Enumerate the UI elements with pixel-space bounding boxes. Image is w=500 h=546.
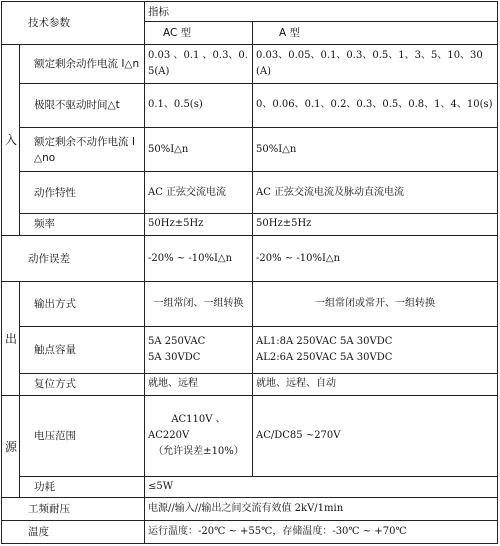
param-name: 动作误差 — [2, 235, 145, 282]
param-name: 动作特性 — [20, 172, 145, 213]
param-name: 工频耐压 — [2, 498, 145, 520]
a-value: 50%I△n — [253, 127, 498, 171]
group-power-label: 源 — [2, 395, 20, 498]
a-value: AC/DC85 ~270V — [253, 395, 498, 477]
header-row — [2, 2, 498, 22]
table-row — [2, 373, 498, 395]
table-row — [2, 498, 498, 520]
table-row — [2, 83, 498, 127]
param-name: 输出方式 — [20, 282, 145, 326]
a-value: 就地、远程、自动 — [253, 373, 498, 395]
a-value: 一组常闭或常开、一组转换 — [253, 282, 498, 326]
table-row — [2, 45, 498, 83]
header-a-type: A 型 — [253, 22, 498, 45]
param-name: 电压范围 — [20, 395, 145, 477]
ac-value: 50%I△n — [145, 127, 253, 171]
table-row — [2, 235, 498, 282]
ac-value — [145, 326, 253, 373]
table-row — [2, 127, 498, 171]
header-ac-type: AC 型 — [145, 22, 253, 45]
a-value — [253, 326, 498, 373]
a-value: 0.03、0.05、0.1、0.3、0.5、1、3、5、10、30(A) — [253, 45, 498, 83]
header-spec-cell: 指标 — [145, 2, 498, 22]
table-row — [2, 477, 498, 498]
table-row — [2, 326, 498, 373]
group-output-label: 出 — [2, 282, 20, 395]
ac-value: 一组常闭、一组转换 — [145, 282, 253, 326]
a-value: -20% ~ -10%I△n — [253, 235, 498, 282]
param-name: 频率 — [20, 213, 145, 235]
a-value: AC 正弦交流电流及脉动直流电流 — [253, 172, 498, 213]
table-row — [2, 172, 498, 213]
a-value: 50Hz±5Hz — [253, 213, 498, 235]
param-name: 复位方式 — [20, 373, 145, 395]
a-contact-line-2: AL2:6A 250VAC 5A 30VDC — [256, 351, 393, 363]
param-name: 温度 — [2, 520, 145, 543]
ac-value: AC 正弦交流电流 — [145, 172, 253, 213]
param-name: 功耗 — [20, 477, 145, 498]
ac-voltage-line-3: （允许误差±10%） — [153, 445, 244, 457]
param-name: 额定剩余不动作电流 I△no — [20, 127, 145, 171]
ac-value — [145, 395, 253, 477]
ac-contact-line-1: 5A 250VAC — [148, 335, 206, 347]
table-row — [2, 282, 498, 326]
ac-value: 就地、远程 — [145, 373, 253, 395]
group-input-label: 入 — [2, 45, 20, 236]
ac-voltage-line-2: AC220V — [148, 429, 190, 441]
header-param-cell: 技术参数 — [2, 2, 145, 45]
param-name: 额定剩余动作电流 I△n — [20, 45, 145, 83]
ac-contact-line-2: 5A 30VDC — [148, 351, 201, 363]
merged-value: 电源//输入//输出之间交流有效值 2kV/1min — [145, 498, 498, 520]
ac-value: 50Hz±5Hz — [145, 213, 253, 235]
merged-value: 运行温度：-20℃ ~ +55℃，存储温度：-30℃ ~ +70℃ — [145, 520, 498, 543]
table-row — [2, 395, 498, 477]
a-value: 0、0.06、0.1、0.2、0.3、0.5、0.8、1、4、10(s) — [253, 83, 498, 127]
table-row — [2, 520, 498, 543]
param-name: 极限不驱动时间△t — [20, 83, 145, 127]
ac-value: 0.03 、0.1 、0.3、0.5(A) — [145, 45, 253, 83]
ac-value: 0.1、0.5(s) — [145, 83, 253, 127]
table-row — [2, 213, 498, 235]
ac-value: -20% ~ -10%I△n — [145, 235, 253, 282]
param-name: 触点容量 — [20, 326, 145, 373]
spec-table — [1, 1, 498, 544]
a-contact-line-1: AL1:8A 250VAC 5A 30VDC — [256, 335, 393, 347]
merged-value: ≤5W — [145, 477, 498, 498]
ac-voltage-line-1: AC110V 、 — [171, 413, 226, 425]
